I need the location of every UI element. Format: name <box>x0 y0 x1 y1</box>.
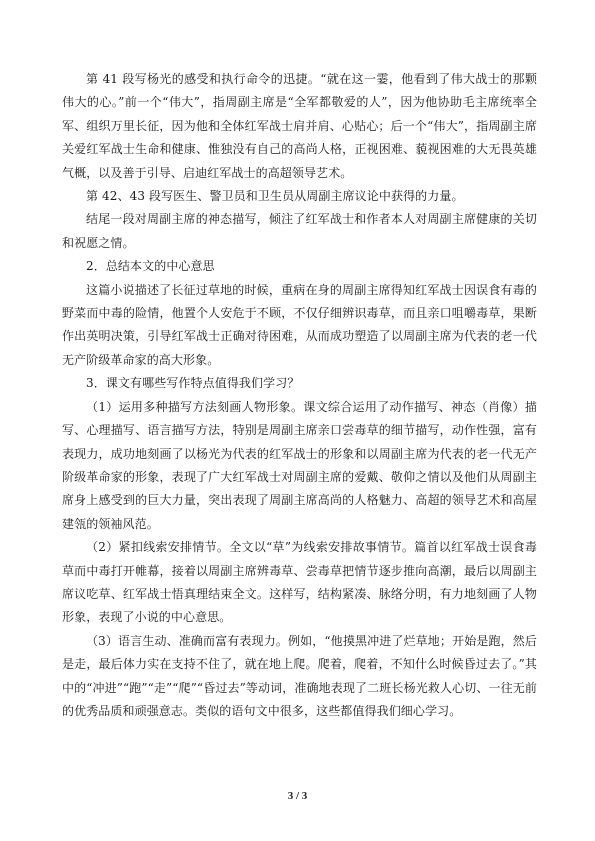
page-number: 3 / 3 <box>287 790 308 802</box>
paragraph-analysis-ending: 结尾一段对周副主席的神态描写，倾注了红军战士和作者本人对周副主席健康的关切和祝愿之情。 <box>62 212 537 250</box>
section-heading-central-idea: 2．总结本文的中心意思 <box>86 259 215 274</box>
document-body <box>62 68 537 723</box>
paragraph-feature-2: （2）紧扣线索安排情节。全文以“草”为线索安排故事情节。篇首以红军战士误食毒草而中毒打开帷幕，接着以周副主席辨毒草、尝毒草把情节逐步推向高潮，最后以周副主席议吃草、红军战士悟真理结束全文。这样写，结构紧凑、脉络分明，有力地刻画了人物形象，表现了小说的中心意思。 <box>62 540 537 625</box>
paragraph-analysis-41: 第 41 段写杨光的感受和执行命令的迅捷。“就在这一霎，他看到了伟大战士的那颗伟大的心。”前一个“伟大”，指周副主席是“全军都敬爱的人”，因为他协助毛主席统率全军、组织万里长征，因为他和全体红军战士肩并肩、心贴心；后一个“伟大”，指周副主席关爱红军战士生命和健康、惟独没有自己的高尚人格，正视困难、藐视困难的大无畏英雄气概，以及善于引导、启迪红军战士的高超领导艺术。 <box>62 72 537 180</box>
paragraph-feature-1: （1）运用多种描写方法刻画人物形象。课文综合运用了动作描写、神态（肖像）描写、心理描写、语言描写方法，特别是周副主席亲口尝毒草的细节描写，动作性强，富有表现力，成功地刻画了以杨光为代表的红军战士的形象和以周副主席为代表的老一代无产阶级革命家的形象，表现了广大红军战士对周副主席的爱戴、敬仰之情以及他们从周副主席身上感受到的巨大力量，突出表现了周副主席高尚的人格魅力、高超的领导艺术和高屋建瓴的领袖风范。 <box>62 399 537 531</box>
paragraph-central-idea: 这篇小说描述了长征过草地的时候，重病在身的周副主席得知红军战士因误食有毒的野菜而中毒的险情，他置个人安危于不顾，不仅仔细辨识毒草，而且亲口咀嚼毒草，果断作出英明决策，引导红军战士正确对待困难，从而成功塑造了以周副主席为代表的老一代无产阶级革命家的高大形象。 <box>62 282 537 367</box>
paragraph-analysis-42-43: 第 42、43 段写医生、警卫员和卫生员从周副主席议论中获得的力量。 <box>86 189 464 204</box>
paragraph-feature-3: （3）语言生动、准确而富有表现力。例如，“他摸黑冲进了烂草地；开始是跑，然后是走，最后体力实在支持不住了，就在地上爬。爬着，爬着，不知什么时候昏过去了。”其中的“冲进”“跑”“走”“爬”“昏过去”等动词，准确地表现了二班长杨光救人心切、一往无前的优秀品质和顽强意志。类似的语句文中很多，这些都值得我们细心学习。 <box>62 633 537 718</box>
section-heading-writing-features: 3．课文有哪些写作特点值得我们学习？ <box>86 376 300 391</box>
